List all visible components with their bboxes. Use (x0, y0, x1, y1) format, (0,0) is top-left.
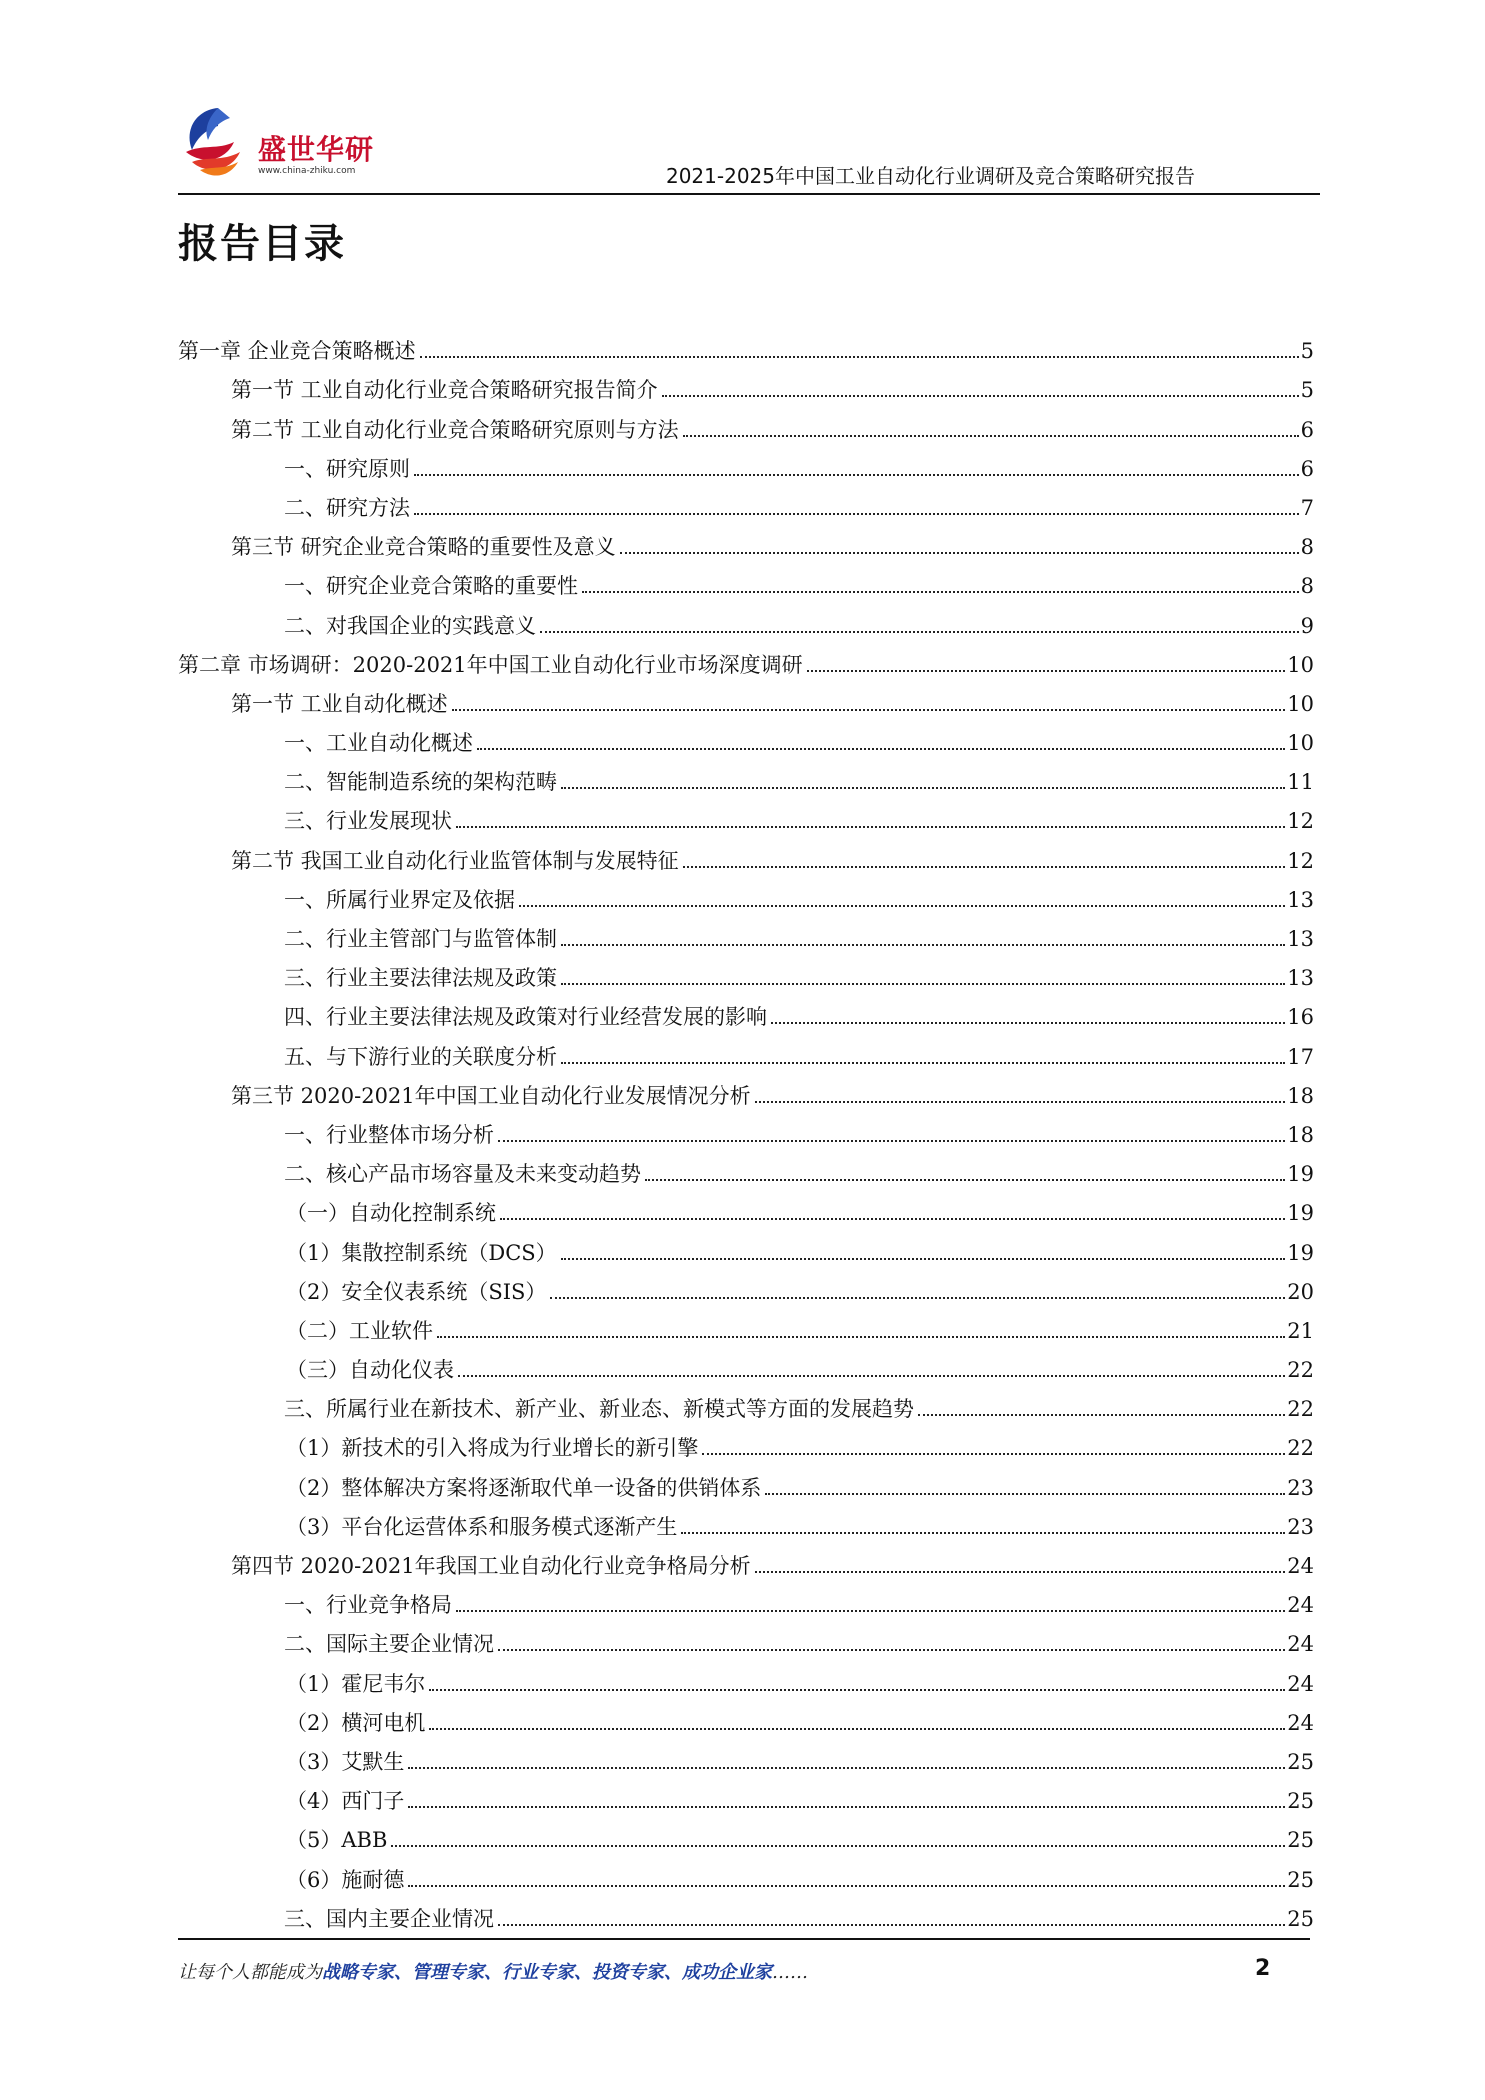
toc-entry-page: 10 (1287, 731, 1314, 756)
toc-entry-page: 19 (1287, 1201, 1314, 1226)
toc-entry-label: （2）安全仪表系统（SIS） (286, 1279, 547, 1304)
toc-entry[interactable] (178, 1187, 1314, 1226)
toc-entry-label: （1）新技术的引入将成为行业增长的新引擎 (286, 1436, 699, 1461)
toc-entry-label: （5）ABB (286, 1828, 388, 1853)
toc-leader-dots (519, 905, 1285, 907)
toc-entry[interactable] (178, 1226, 1314, 1265)
toc-leader-dots (414, 474, 1299, 476)
toc-leader-dots (765, 1493, 1285, 1495)
logo-url: www.china-zhiku.com (258, 166, 356, 176)
toc-entry[interactable] (178, 1540, 1314, 1579)
toc-entry-page: 19 (1287, 1162, 1314, 1187)
toc-entry-label: 第二节 工业自动化行业竞合策略研究原则与方法 (231, 417, 679, 442)
toc-leader-dots (498, 1140, 1285, 1142)
footer-slogan-suffix: …… (772, 1962, 808, 1983)
toc-leader-dots (456, 826, 1285, 828)
toc-entry[interactable] (178, 678, 1314, 717)
page-header (0, 0, 1485, 200)
toc-entry-page: 18 (1287, 1083, 1314, 1108)
toc-entry-page: 12 (1287, 848, 1314, 873)
toc-entry-page: 21 (1287, 1318, 1314, 1343)
toc-entry[interactable] (178, 1853, 1314, 1892)
toc-entry-label: 一、所属行业界定及依据 (284, 887, 515, 912)
toc-entry-label: 一、行业整体市场分析 (284, 1122, 494, 1147)
toc-leader-dots (540, 631, 1299, 633)
toc-leader-dots (755, 1571, 1286, 1573)
logo-name: 盛世华研 (258, 133, 375, 166)
toc-entry[interactable] (178, 1501, 1314, 1540)
toc-entry[interactable] (178, 1148, 1314, 1187)
toc-entry-label: （3）平台化运营体系和服务模式逐渐产生 (286, 1514, 678, 1539)
toc-leader-dots (500, 1218, 1285, 1220)
toc-entry-page: 5 (1300, 378, 1314, 403)
toc-entry[interactable] (178, 1814, 1314, 1853)
toc-entry-label: （1）集散控制系统（DCS） (286, 1240, 557, 1265)
toc-entry[interactable] (178, 599, 1314, 638)
toc-entry[interactable] (178, 991, 1314, 1030)
toc-entry-label: 二、对我国企业的实践意义 (284, 613, 536, 638)
toc-entry-page: 13 (1287, 887, 1314, 912)
toc-entry-label: 三、国内主要企业情况 (284, 1906, 494, 1931)
toc-leader-dots (620, 552, 1299, 554)
toc-entry[interactable] (178, 1736, 1314, 1775)
toc-entry-page: 23 (1287, 1514, 1314, 1539)
toc-leader-dots (662, 395, 1299, 397)
toc-entry-page: 25 (1287, 1789, 1314, 1814)
toc-entry-label: （4）西门子 (286, 1789, 405, 1814)
toc-entry[interactable] (178, 560, 1314, 599)
toc-leader-dots (807, 670, 1286, 672)
toc-leader-dots (420, 356, 1299, 358)
toc-entry[interactable] (178, 1070, 1314, 1109)
toc-leader-dots (391, 1845, 1285, 1847)
toc-entry-label: 第三节 研究企业竞合策略的重要性及意义 (231, 535, 616, 560)
header-divider (178, 193, 1320, 195)
toc-entry[interactable] (178, 1030, 1314, 1069)
toc-entry[interactable] (178, 913, 1314, 952)
toc-entry[interactable] (178, 1618, 1314, 1657)
toc-entry-label: 二、行业主管部门与监管体制 (284, 927, 557, 951)
toc-entry-label: 五、与下游行业的关联度分析 (284, 1044, 557, 1069)
toc-entry-label: 第一章 企业竞合策略概述 (178, 339, 416, 364)
toc-entry-label: 第三节 2020-2021年中国工业自动化行业发展情况分析 (231, 1083, 751, 1108)
toc-entry[interactable] (178, 795, 1314, 834)
toc-entry-page: 13 (1287, 966, 1314, 991)
toc-leader-dots (414, 513, 1299, 515)
toc-entry-page: 8 (1300, 574, 1314, 599)
report-title: 2021-2025年中国工业自动化行业调研及竞合策略研究报告 (665, 164, 1195, 188)
toc-entry-page: 7 (1300, 495, 1314, 520)
toc-leader-dots (452, 709, 1286, 711)
toc-entry-label: 第四节 2020-2021年我国工业自动化行业竞争格局分析 (231, 1554, 751, 1578)
toc-entry-page: 25 (1287, 1906, 1314, 1931)
toc-entry[interactable] (178, 952, 1314, 991)
toc-entry-label: 二、核心产品市场容量及未来变动趋势 (284, 1162, 641, 1187)
toc-entry-page: 19 (1287, 1240, 1314, 1265)
toc-entry-page: 20 (1287, 1279, 1314, 1304)
toc-leader-dots (561, 944, 1285, 946)
toc-entry-page: 9 (1300, 613, 1314, 638)
toc-entry[interactable] (178, 639, 1314, 678)
toc-entry-label: 一、研究企业竞合策略的重要性 (284, 574, 578, 599)
toc-entry-label: 一、研究原则 (284, 456, 410, 481)
toc-entry-label: （1）霍尼韦尔 (286, 1671, 426, 1696)
toc-entry-page: 17 (1287, 1044, 1314, 1069)
toc-entry[interactable] (178, 1344, 1314, 1383)
toc-leader-dots (702, 1453, 1285, 1455)
toc-leader-dots (429, 1728, 1285, 1730)
toc-entry-page: 10 (1287, 691, 1314, 716)
toc-entry-page: 6 (1300, 417, 1314, 442)
toc-entry[interactable] (178, 1893, 1314, 1932)
toc-leader-dots (918, 1414, 1285, 1416)
page-number: 2 (1255, 1956, 1271, 1981)
toc-leader-dots (561, 983, 1285, 985)
toc-entry-label: 二、研究方法 (284, 495, 410, 520)
toc-entry[interactable] (178, 717, 1314, 756)
toc-entry-label: 一、工业自动化概述 (284, 731, 473, 756)
toc-entry-label: 三、行业主要法律法规及政策 (284, 966, 557, 991)
toc-entry[interactable] (178, 1579, 1314, 1618)
toc-entry[interactable] (178, 364, 1314, 403)
toc-entry-page: 5 (1300, 339, 1314, 364)
toc-entry-label: 二、智能制造系统的架构范畴 (284, 770, 557, 795)
toc-entry[interactable] (178, 1305, 1314, 1344)
toc-entry[interactable] (178, 1266, 1314, 1305)
toc-leader-dots (550, 1297, 1285, 1299)
toc-entry[interactable] (178, 1422, 1314, 1461)
toc-entry-label: 一、行业竞争格局 (284, 1593, 452, 1618)
toc-entry-page: 24 (1287, 1710, 1314, 1735)
toc-leader-dots (429, 1689, 1285, 1691)
toc-entry-label: （2）横河电机 (286, 1710, 426, 1735)
toc-entry-page: 18 (1287, 1122, 1314, 1147)
toc-entry[interactable] (178, 1697, 1314, 1736)
footer-divider (178, 1938, 1310, 1940)
toc-entry-page: 11 (1287, 770, 1314, 795)
toc-entry-label: 第一节 工业自动化概述 (231, 691, 448, 716)
toc-entry-label: 三、所属行业在新技术、新产业、新业态、新模式等方面的发展趋势 (284, 1397, 914, 1422)
footer-slogan-prefix: 让每个人都能成为 (178, 1962, 322, 1983)
toc-leader-dots (458, 1375, 1285, 1377)
toc-leader-dots (561, 1258, 1286, 1260)
toc-heading: 报告目录 (178, 221, 346, 267)
toc-entry-label: （一）自动化控制系统 (286, 1201, 496, 1226)
toc-entry-label: 二、国际主要企业情况 (284, 1632, 494, 1657)
toc-entry-page: 24 (1287, 1671, 1314, 1696)
toc-entry[interactable] (178, 325, 1314, 364)
toc-entry-page: 25 (1287, 1828, 1314, 1853)
toc-entry[interactable] (178, 1461, 1314, 1500)
toc-entry-label: （三）自动化仪表 (286, 1358, 454, 1383)
toc-entry[interactable] (178, 443, 1314, 482)
toc-entry-page: 24 (1287, 1554, 1314, 1578)
table-of-contents (178, 325, 1314, 1932)
toc-leader-dots (408, 1806, 1285, 1808)
toc-entry-label: （二）工业软件 (286, 1318, 433, 1343)
toc-entry-page: 25 (1287, 1867, 1314, 1892)
toc-entry-page: 24 (1287, 1593, 1314, 1618)
toc-entry[interactable] (178, 874, 1314, 913)
toc-entry[interactable] (178, 756, 1314, 795)
toc-entry-page: 12 (1287, 809, 1314, 834)
toc-entry-page: 22 (1287, 1436, 1314, 1461)
toc-entry[interactable] (178, 521, 1314, 560)
toc-leader-dots (683, 866, 1286, 868)
toc-leader-dots (408, 1885, 1285, 1887)
toc-entry-page: 25 (1287, 1749, 1314, 1774)
toc-leader-dots (408, 1767, 1285, 1769)
toc-leader-dots (683, 435, 1299, 437)
toc-leader-dots (477, 748, 1285, 750)
toc-entry-page: 24 (1287, 1632, 1314, 1657)
toc-entry-label: （3）艾默生 (286, 1749, 405, 1774)
toc-entry-page: 6 (1300, 456, 1314, 481)
toc-entry-page: 10 (1287, 652, 1314, 677)
toc-entry-label: 第一节 工业自动化行业竞合策略研究报告简介 (231, 378, 658, 403)
toc-entry-page: 8 (1300, 535, 1314, 560)
toc-entry-page: 22 (1287, 1358, 1314, 1383)
toc-leader-dots (755, 1101, 1286, 1103)
toc-entry[interactable] (178, 1383, 1314, 1422)
toc-entry-label: 第二节 我国工业自动化行业监管体制与发展特征 (231, 848, 679, 873)
toc-entry[interactable] (178, 834, 1314, 873)
toc-leader-dots (456, 1610, 1285, 1612)
toc-leader-dots (498, 1649, 1285, 1651)
toc-entry[interactable] (178, 1775, 1314, 1814)
toc-entry[interactable] (178, 1657, 1314, 1696)
logo (178, 100, 378, 182)
toc-leader-dots (561, 787, 1285, 789)
toc-entry-page: 22 (1287, 1397, 1314, 1422)
toc-entry-page: 16 (1287, 1005, 1314, 1030)
toc-leader-dots (771, 1022, 1285, 1024)
toc-leader-dots (681, 1532, 1285, 1534)
toc-entry-page: 23 (1287, 1475, 1314, 1500)
toc-entry[interactable] (178, 403, 1314, 442)
toc-leader-dots (582, 591, 1299, 593)
toc-leader-dots (561, 1062, 1285, 1064)
toc-entry-label: 第二章 市场调研：2020-2021年中国工业自动化行业市场深度调研 (178, 652, 803, 677)
toc-leader-dots (498, 1924, 1285, 1926)
toc-entry[interactable] (178, 482, 1314, 521)
toc-leader-dots (437, 1336, 1285, 1338)
toc-entry-label: 四、行业主要法律法规及政策对行业经营发展的影响 (284, 1005, 767, 1030)
logo-emblem-icon (178, 100, 258, 182)
toc-entry-label: （2）整体解决方案将逐渐取代单一设备的供销体系 (286, 1475, 762, 1500)
toc-entry-page: 13 (1287, 927, 1314, 951)
footer-slogan-highlight: 战略专家、管理专家、行业专家、投资专家、成功企业家 (322, 1962, 772, 1983)
toc-leader-dots (645, 1179, 1285, 1181)
toc-entry-label: （6）施耐德 (286, 1867, 405, 1892)
toc-entry[interactable] (178, 1109, 1314, 1148)
toc-entry-label: 三、行业发展现状 (284, 809, 452, 834)
footer-slogan (178, 1958, 808, 1984)
